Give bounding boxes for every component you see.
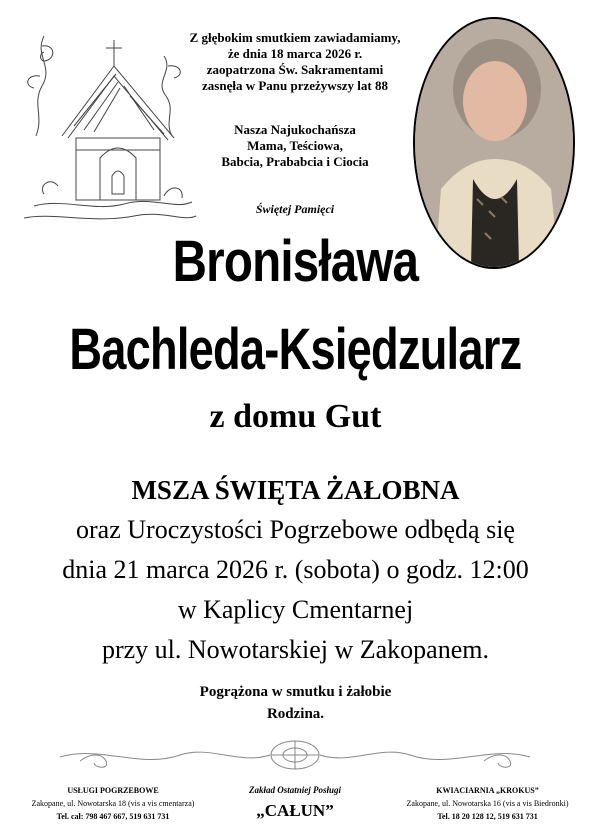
mass-date-line: dnia 21 marca 2026 r. (sobota) o godz. 12:00 <box>62 555 529 584</box>
announcement-line: że dnia 18 marca 2026 r. <box>227 46 363 61</box>
footer-company-name: KWIACIARNIA „KROKUS” <box>436 786 539 795</box>
footer-address: Zakopane, ul. Nowotarska 18 (vis a vis cmentarza) <box>31 799 195 808</box>
family-line: Mama, Teściowa, <box>247 138 343 153</box>
footer-label: Zakład Ostatniej Posługi <box>248 785 341 795</box>
family-line: Babcia, Prababcia i Ciocia <box>221 154 369 169</box>
funeral-services-footer <box>18 784 208 823</box>
footer-company-name: USŁUGI POGRZEBOWE <box>67 786 159 795</box>
memory-label: Świętej Pamięci <box>255 202 335 216</box>
announcement-line: zaopatrzona Św. Sakramentami <box>206 62 384 77</box>
deceased-first-name: Bronisława <box>172 229 419 294</box>
decorative-ornament <box>60 735 530 775</box>
closing-signature: Rodzina. <box>266 706 325 722</box>
mass-line: oraz Uroczystości Pogrzebowe odbędą się <box>76 515 515 544</box>
closing-text <box>0 681 591 725</box>
family-line: Nasza Najukochańsza <box>234 122 356 137</box>
footer-address: Zakopane, ul. Nowotarska 16 (vis a vis Biedronki) <box>406 799 569 808</box>
footer-phone: Tel. cał: 798 467 667, 519 631 731 <box>56 812 170 821</box>
mass-title: MSZA ŚWIĘTA ŻAŁOBNA <box>131 475 460 505</box>
maiden-name: z domu Gut <box>209 398 382 435</box>
funeral-mass-info <box>0 470 591 670</box>
deceased-last-name: Bachleda-Księdzularz <box>69 317 522 382</box>
announcement-line: zasnęła w Panu przeżywszy lat 88 <box>202 78 388 93</box>
family-relation-text <box>170 122 420 170</box>
mass-address-line: przy ul. Nowotarskiej w Zakopanem. <box>101 635 489 664</box>
mass-place-line: w Kaplicy Cmentarnej <box>177 595 414 624</box>
funeral-home-footer <box>205 784 385 823</box>
announcement-text <box>170 30 420 94</box>
closing-line: Pogrążona w smutku i żałobie <box>199 684 392 700</box>
footer-company-name: „CAŁUN” <box>256 801 334 820</box>
announcement-line: Z głębokim smutkiem zawiadamiamy, <box>189 30 401 45</box>
florist-footer <box>395 784 580 823</box>
footer-phone: Tel. 18 20 128 12, 519 631 731 <box>437 812 538 821</box>
